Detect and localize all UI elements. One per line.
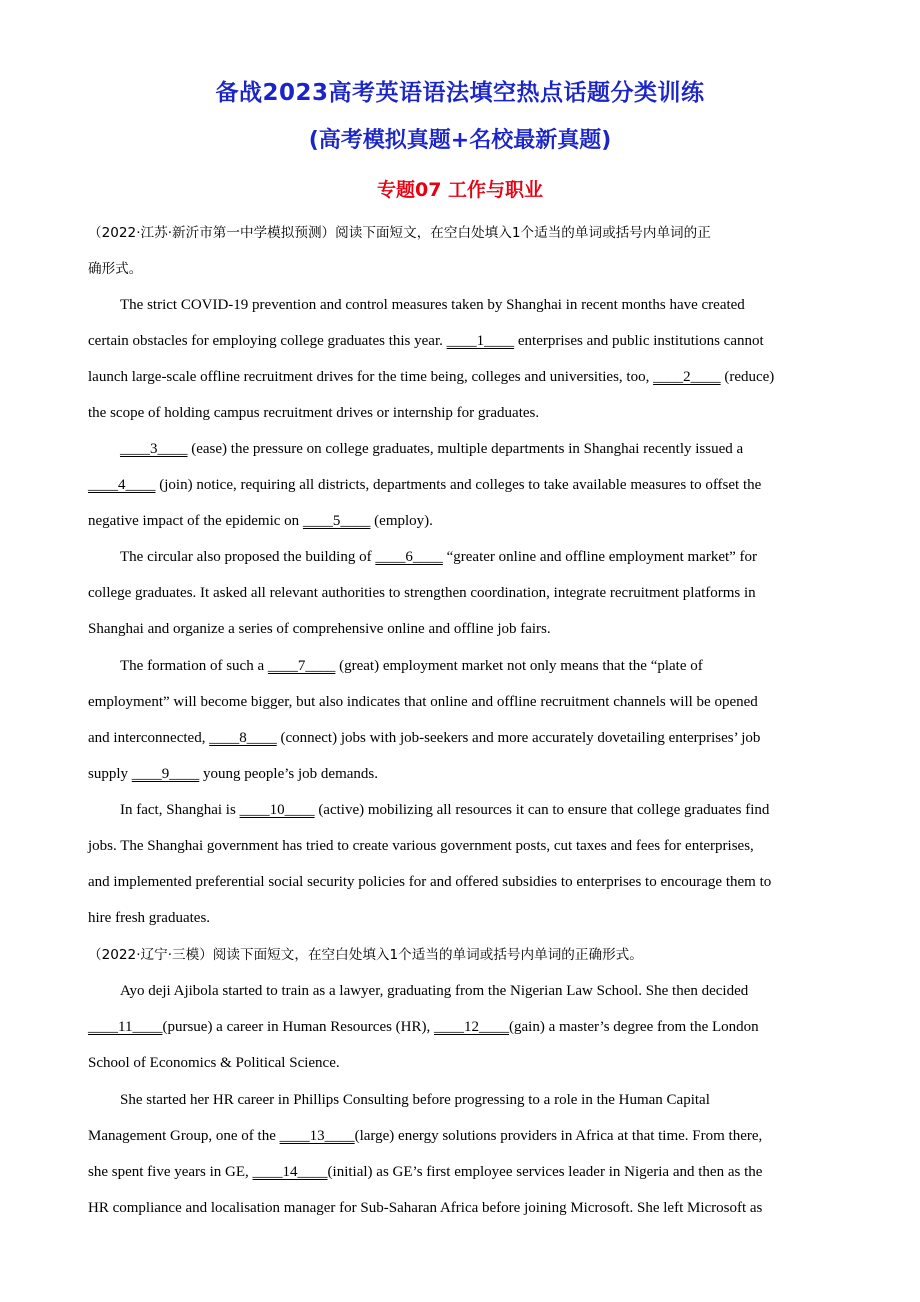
blank-7: ____7____ — [267, 658, 336, 674]
blank-3: ____3____ — [120, 441, 188, 457]
blank-1: ____1____ — [446, 333, 515, 349]
text-line — [88, 1161, 762, 1183]
text-segment: certain obstacles for employing college graduates this year. — [88, 333, 443, 349]
text-segment: she spent five years in GE, — [88, 1164, 249, 1180]
blank-2: ____2____ — [653, 369, 721, 385]
blank-6: ____6____ — [375, 549, 443, 565]
text-line: and implemented preferential social security policies for and offered subsidies to enterprises to encourage them to — [88, 874, 772, 890]
blank-8: ____8____ — [209, 730, 277, 746]
blank-9: ____9____ — [131, 766, 200, 782]
text-segment: (connect) jobs with job-seekers and more accurately dovetailing enterprises’ job — [280, 730, 761, 746]
text-segment: young people’s job demands. — [203, 766, 378, 782]
text-line — [88, 1125, 762, 1147]
text-line — [88, 1016, 759, 1038]
passage1-instruction-line1: （2022·江苏·新沂市第一中学模拟预测）阅读下面短文，在空白处填入1个适当的单词或括号内单词的正 — [88, 225, 711, 241]
text-segment: launch large-scale offline recruitment drives for the time being, colleges and universities, too, — [88, 369, 650, 385]
text-segment: (join) notice, requiring all districts, departments and colleges to take available measures to offset the — [159, 477, 762, 493]
blank-14: ____14____ — [252, 1164, 328, 1180]
blank-12: ____12____ — [434, 1019, 510, 1035]
text-line — [120, 546, 757, 568]
text-segment: The formation of such a — [120, 658, 265, 674]
document-subtitle: (高考模拟真题+名校最新真题) — [308, 128, 612, 153]
text-segment: (initial) as GE’s first employee services leader in Nigeria and then as the — [327, 1164, 763, 1180]
text-segment: (gain) a master’s degree from the London — [509, 1019, 759, 1035]
text-line: hire fresh graduates. — [88, 910, 211, 926]
text-segment: (large) energy solutions providers in Africa at that time. From there, — [354, 1128, 763, 1144]
text-segment: In fact, Shanghai is — [120, 802, 236, 818]
text-segment: supply — [88, 766, 129, 782]
text-line — [88, 763, 378, 785]
text-segment: “greater online and offline employment market” for — [446, 549, 758, 565]
text-line: School of Economics & Political Science. — [88, 1055, 340, 1071]
text-line: She started her HR career in Phillips Consulting before progressing to a role in the Human Capital — [120, 1092, 710, 1108]
text-segment: Management Group, one of the — [88, 1128, 276, 1144]
blank-5: ____5____ — [302, 513, 371, 529]
text-segment: (pursue) a career in Human Resources (HR), — [162, 1019, 431, 1035]
text-segment: (employ). — [374, 513, 433, 529]
blank-11: ____11____ — [88, 1019, 163, 1035]
passage2-instruction: （2022·辽宁·三模）阅读下面短文，在空白处填入1个适当的单词或括号内单词的正确形式。 — [88, 947, 643, 963]
text-segment: and interconnected, — [88, 730, 206, 746]
text-line — [120, 438, 743, 460]
text-segment: negative impact of the epidemic on — [88, 513, 300, 529]
text-segment: (reduce) — [724, 369, 775, 385]
text-line: Ayo deji Ajibola started to train as a lawyer, graduating from the Nigerian Law School. She then decided — [120, 983, 749, 999]
blank-13: ____13____ — [279, 1128, 355, 1144]
text-segment: enterprises and public institutions cannot — [517, 333, 764, 349]
text-segment: (ease) the pressure on college graduates, multiple departments in Shanghai recently issued a — [191, 441, 744, 457]
text-line — [88, 510, 433, 532]
text-segment: (active) mobilizing all resources it can to ensure that college graduates find — [318, 802, 770, 818]
blank-4: ____4____ — [88, 477, 156, 493]
text-line: employment” will become bigger, but also indicates that online and offline recruitment channels will be opened — [88, 694, 758, 710]
text-line: Shanghai and organize a series of comprehensive online and offline job fairs. — [88, 621, 551, 637]
text-line: HR compliance and localisation manager for Sub-Saharan Africa before joining Microsoft. She left Microsoft as — [88, 1200, 763, 1216]
text-line — [88, 366, 774, 388]
text-line — [88, 330, 764, 352]
text-line — [120, 799, 769, 821]
topic-heading: 专题07 工作与职业 — [376, 179, 544, 201]
text-line — [88, 474, 761, 496]
document-title: 备战2023高考英语语法填空热点话题分类训练 — [215, 80, 705, 106]
blank-10: ____10____ — [239, 802, 315, 818]
text-segment: The circular also proposed the building of — [120, 549, 372, 565]
passage1-instruction-line2: 确形式。 — [88, 261, 143, 277]
text-line: The strict COVID-19 prevention and control measures taken by Shanghai in recent months have created — [120, 297, 745, 313]
text-line: college graduates. It asked all relevant authorities to strengthen coordination, integrate recruitment platforms in — [88, 585, 756, 601]
text-segment: (great) employment market not only means that the “plate of — [339, 658, 703, 674]
text-line — [88, 727, 760, 749]
text-line — [120, 655, 703, 677]
text-line: jobs. The Shanghai government has tried to create various government posts, cut taxes and fees for enterprises, — [88, 838, 754, 854]
text-line: the scope of holding campus recruitment drives or internship for graduates. — [88, 405, 540, 421]
